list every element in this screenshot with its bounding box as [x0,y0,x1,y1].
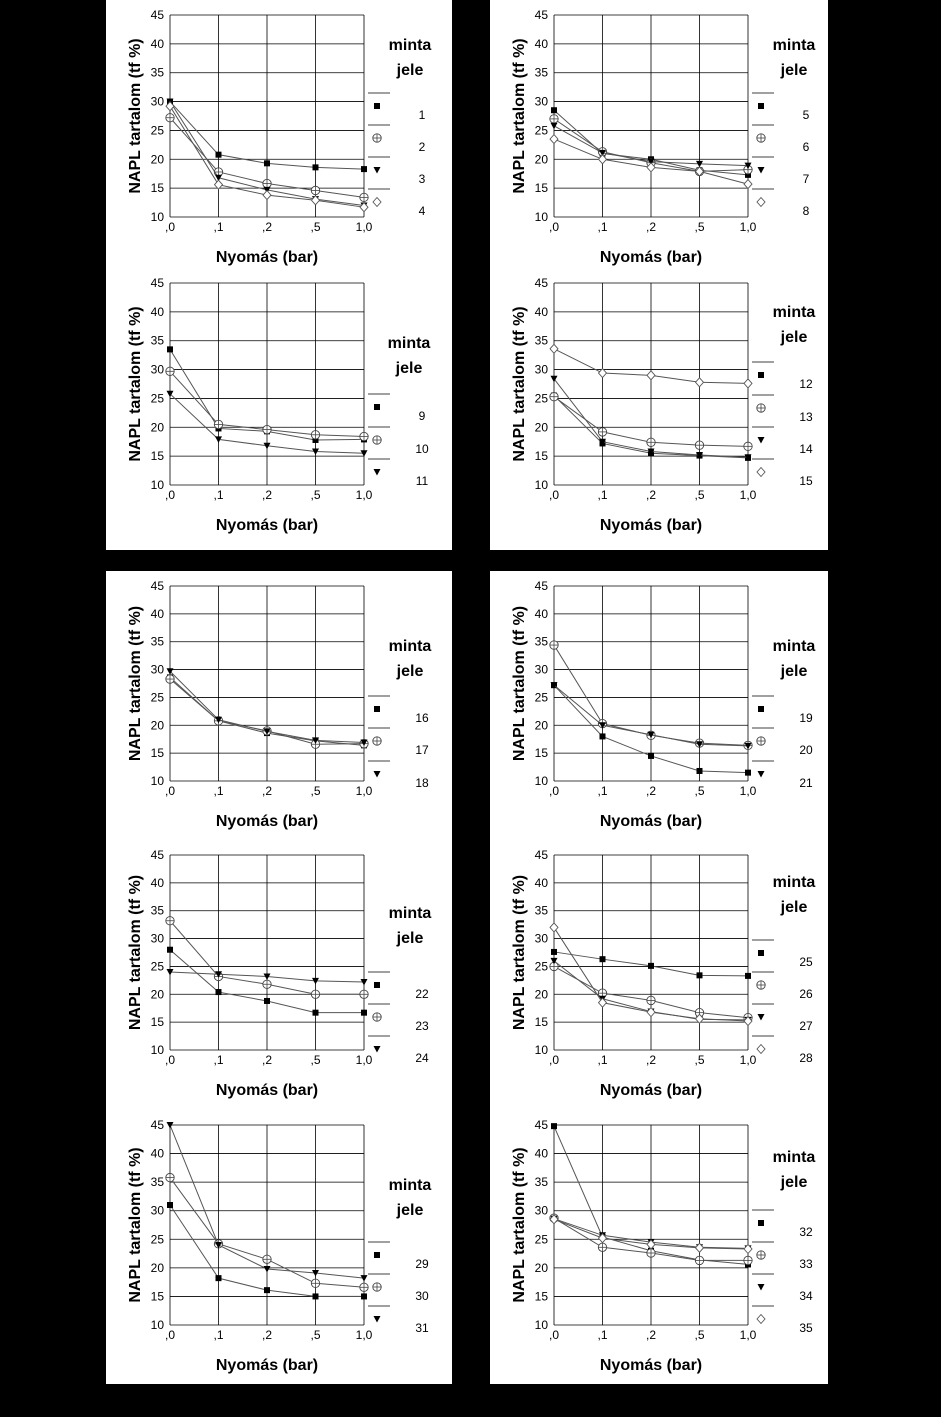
legend-marker [757,1251,765,1259]
y-tick-label: 35 [534,1175,548,1190]
x-tick-label: 1,0 [355,220,373,234]
y-tick-label: 10 [150,1043,164,1057]
legend-label: 2 [418,140,426,154]
y-tick-label: 15 [534,1015,548,1030]
legend-label: 27 [799,1019,813,1033]
data-point [166,1173,174,1181]
y-tick-label: 25 [150,959,164,974]
x-tick-label: ,1 [213,488,224,502]
legend-label: 13 [799,410,813,424]
y-tick-label: 45 [534,579,548,593]
y-tick-label: 30 [150,931,164,946]
x-tick-label: ,2 [645,1328,657,1342]
x-tick-label: ,1 [213,784,224,798]
y-tick-label: 40 [150,36,164,51]
y-tick-label: 40 [534,36,548,51]
y-tick-label: 15 [534,1289,548,1304]
y-tick-label: 45 [150,579,164,593]
legend-marker [757,737,765,745]
legend-label: 22 [415,987,429,1001]
x-tick-label: ,5 [310,784,321,798]
y-tick-label: 20 [534,1260,548,1275]
y-tick-label: 30 [534,662,548,677]
legend-label: 16 [415,711,429,725]
x-tick-label: 1,0 [739,784,757,798]
legend-label: 24 [415,1051,429,1065]
legend-label: 18 [415,776,429,790]
y-tick-label: 10 [534,1043,548,1057]
data-point [263,980,271,988]
legend-label: 1 [418,108,426,122]
y-axis-label: NAPL tartalom (tf %) [127,1147,144,1303]
y-tick-label: 20 [150,420,164,435]
data-point [551,1123,557,1129]
y-tick-label: 30 [534,362,548,377]
legend-marker [757,404,765,412]
x-tick-label: ,5 [694,1053,705,1067]
legend-marker [758,706,764,712]
data-point [263,179,271,187]
legend-title-line1: minta [387,335,431,352]
chart-panel-6 [490,571,828,842]
y-tick-label: 15 [534,181,548,196]
data-point [167,346,173,352]
legend-title-line1: minta [772,304,816,321]
legend-title-line2: jele [780,663,808,680]
legend-marker [757,981,765,989]
x-tick-label: 1,0 [739,1328,757,1342]
y-tick-label: 15 [150,1289,164,1304]
y-tick-label: 20 [150,718,164,733]
legend-marker [757,134,765,142]
data-point [313,164,319,170]
legend-label: 4 [418,204,426,218]
y-tick-label: 45 [534,848,548,862]
y-tick-label: 45 [150,276,164,290]
data-point [313,1010,319,1016]
y-tick-label: 30 [534,94,548,109]
data-point [745,973,751,979]
x-tick-label: ,1 [213,1328,224,1342]
x-tick-label: ,2 [645,784,657,798]
x-axis-label: Nyomás (bar) [599,517,703,534]
data-point [216,1275,222,1281]
legend-title-line2: jele [780,329,808,346]
legend-title-line2: jele [396,62,424,79]
x-axis-label: Nyomás (bar) [215,1082,319,1099]
y-tick-label: 25 [534,690,548,705]
x-tick-label: ,0 [548,1328,560,1342]
chart-panel-8 [490,842,828,1113]
data-point [311,1279,319,1287]
x-tick-label: ,0 [164,1053,176,1067]
legend-label: 19 [799,711,813,725]
y-tick-label: 15 [534,449,548,464]
legend-label: 6 [802,140,810,154]
legend-marker [374,982,380,988]
data-point [360,193,368,201]
y-tick-label: 40 [150,304,164,319]
data-point [598,1243,606,1251]
y-tick-label: 25 [150,123,164,138]
y-tick-label: 35 [150,634,164,649]
legend-marker [758,103,764,109]
y-tick-label: 45 [534,276,548,290]
legend-title-line1: minta [772,1149,816,1166]
x-tick-label: ,0 [548,220,560,234]
legend-label: 20 [799,743,813,757]
legend-title-line2: jele [780,62,808,79]
data-point [695,441,703,449]
y-tick-label: 15 [150,746,164,761]
legend-marker [374,103,380,109]
legend-label: 10 [415,442,429,456]
x-tick-label: ,5 [694,488,705,502]
x-axis-label: Nyomás (bar) [599,1082,703,1099]
x-tick-label: ,5 [310,1053,321,1067]
y-tick-label: 35 [150,65,164,80]
y-tick-label: 20 [534,718,548,733]
x-tick-label: 1,0 [355,784,373,798]
data-point [697,972,703,978]
x-tick-label: ,2 [645,220,657,234]
legend-label: 17 [415,743,429,757]
x-axis-label: Nyomás (bar) [215,813,319,830]
y-axis-label: NAPL tartalom (tf %) [127,306,144,462]
x-tick-label: ,0 [548,784,560,798]
y-tick-label: 45 [150,8,164,22]
x-tick-label: ,1 [213,220,224,234]
x-axis-label: Nyomás (bar) [599,249,703,266]
legend-label: 8 [802,204,810,218]
y-tick-label: 20 [534,152,548,167]
y-tick-label: 40 [534,875,548,890]
y-tick-label: 35 [534,333,548,348]
y-tick-label: 30 [534,931,548,946]
legend-label: 28 [799,1051,813,1065]
y-tick-label: 40 [150,606,164,621]
data-point [264,160,270,166]
data-point [744,442,752,450]
data-point [166,917,174,925]
data-point [551,107,557,113]
y-tick-label: 30 [150,1203,164,1218]
y-tick-label: 20 [150,1260,164,1275]
y-tick-label: 35 [534,903,548,918]
y-tick-label: 40 [150,1146,164,1161]
x-tick-label: 1,0 [355,488,373,502]
x-axis-label: Nyomás (bar) [599,813,703,830]
y-tick-label: 10 [534,774,548,788]
data-point [264,1287,270,1293]
y-tick-label: 35 [534,634,548,649]
y-tick-label: 10 [534,478,548,492]
y-tick-label: 10 [150,774,164,788]
chart-panel-2 [490,0,828,271]
data-point [166,367,174,375]
y-tick-label: 40 [534,1146,548,1161]
data-point [647,996,655,1004]
y-tick-label: 25 [150,1232,164,1247]
chart-panel-7 [106,842,452,1113]
y-tick-label: 40 [150,875,164,890]
data-point [550,392,558,400]
y-axis-label: NAPL tartalom (tf %) [511,1147,528,1303]
y-tick-label: 45 [150,1118,164,1132]
legend-label: 7 [802,172,810,186]
legend-title-line1: minta [772,638,816,655]
data-point [695,1256,703,1264]
legend-label: 26 [799,987,813,1001]
x-axis-label: Nyomás (bar) [215,1357,319,1374]
x-tick-label: ,0 [548,1053,560,1067]
y-tick-label: 35 [150,903,164,918]
chart-panel-4 [490,271,828,550]
x-tick-label: ,2 [261,220,273,234]
data-point [166,114,174,122]
data-point [311,990,319,998]
x-tick-label: ,5 [694,784,705,798]
legend-title-line1: minta [388,37,432,54]
data-point [361,166,367,172]
y-tick-label: 20 [534,987,548,1002]
legend-marker [374,706,380,712]
data-point [648,753,654,759]
data-point [360,990,368,998]
legend-marker [373,134,381,142]
data-point [744,1256,752,1264]
x-axis-label: Nyomás (bar) [599,1357,703,1374]
y-axis-label: NAPL tartalom (tf %) [511,874,528,1031]
data-point [648,963,654,969]
y-tick-label: 45 [534,8,548,22]
chart-panel-10 [490,1113,828,1384]
data-point [550,641,558,649]
x-tick-label: ,2 [261,1328,273,1342]
legend-marker [374,404,380,410]
y-axis-label: NAPL tartalom (tf %) [127,38,144,194]
x-tick-label: ,0 [548,488,560,502]
legend-label: 12 [799,377,813,391]
y-tick-label: 40 [534,606,548,621]
data-point [647,1249,655,1257]
chart-panel-5 [106,571,452,842]
legend-label: 5 [802,108,810,122]
y-tick-label: 10 [150,478,164,492]
legend-title-line1: minta [388,638,432,655]
x-tick-label: ,2 [261,1053,273,1067]
x-tick-label: 1,0 [739,488,757,502]
data-point [600,956,606,962]
x-tick-label: ,5 [310,488,321,502]
legend-label: 21 [799,776,813,790]
legend-label: 15 [799,474,813,488]
data-point [216,152,222,158]
x-tick-label: ,1 [213,1053,224,1067]
x-tick-label: ,1 [597,488,608,502]
y-axis-label: NAPL tartalom (tf %) [511,306,528,462]
y-tick-label: 15 [150,449,164,464]
chart-panel-1 [106,0,452,271]
x-tick-label: ,2 [261,488,273,502]
legend-marker [758,1220,764,1226]
x-tick-label: ,5 [310,1328,321,1342]
y-tick-label: 10 [150,1318,164,1332]
x-tick-label: 1,0 [355,1053,373,1067]
y-tick-label: 15 [150,1015,164,1030]
data-point [600,733,606,739]
y-tick-label: 10 [150,210,164,224]
data-point [647,438,655,446]
legend-title-line2: jele [396,930,424,947]
legend-title-line1: minta [388,1177,432,1194]
data-point [263,425,271,433]
legend-marker [373,737,381,745]
y-tick-label: 25 [534,391,548,406]
legend-label: 25 [799,955,813,969]
chart-panel-9 [106,1113,452,1384]
y-tick-label: 15 [534,746,548,761]
x-tick-label: ,2 [645,488,657,502]
x-tick-label: ,0 [164,784,176,798]
y-tick-label: 10 [534,1318,548,1332]
legend-label: 32 [799,1225,813,1239]
y-tick-label: 30 [534,1203,548,1218]
x-tick-label: ,0 [164,488,176,502]
legend-marker [373,1283,381,1291]
data-point [360,432,368,440]
x-tick-label: 1,0 [739,220,757,234]
data-point [361,1293,367,1299]
x-tick-label: ,5 [694,1328,705,1342]
y-axis-label: NAPL tartalom (tf %) [511,605,528,762]
y-tick-label: 35 [150,1175,164,1190]
legend-title-line2: jele [395,360,423,377]
legend-label: 35 [799,1321,813,1335]
y-tick-label: 30 [150,94,164,109]
data-point [167,1202,173,1208]
data-point [216,989,222,995]
x-tick-label: ,1 [597,1053,608,1067]
x-tick-label: ,1 [597,220,608,234]
x-tick-label: ,5 [310,220,321,234]
legend-title-line2: jele [780,1174,808,1191]
y-tick-label: 30 [150,662,164,677]
data-point [166,675,174,683]
data-point [167,947,173,953]
x-axis-label: Nyomás (bar) [215,517,319,534]
legend-title-line1: minta [388,905,432,922]
data-point [263,1255,271,1263]
y-tick-label: 20 [150,152,164,167]
y-tick-label: 15 [150,181,164,196]
legend-marker [374,1252,380,1258]
data-point [360,1283,368,1291]
data-point [214,420,222,428]
data-point [551,949,557,955]
x-axis-label: Nyomás (bar) [215,249,319,266]
y-tick-label: 45 [150,848,164,862]
legend-label: 34 [799,1289,813,1303]
data-point [745,770,751,776]
legend-title-line1: minta [772,874,816,891]
data-point [313,1293,319,1299]
legend-label: 9 [418,409,426,423]
x-tick-label: ,0 [164,1328,176,1342]
y-tick-label: 25 [534,1232,548,1247]
legend-label: 30 [415,1289,429,1303]
legend-marker [758,950,764,956]
x-tick-label: ,2 [645,1053,657,1067]
y-tick-label: 40 [534,304,548,319]
legend-label: 33 [799,1257,813,1271]
data-point [697,768,703,774]
legend-marker [758,372,764,378]
data-point [311,431,319,439]
legend-label: 29 [415,1257,429,1271]
x-tick-label: ,1 [597,1328,608,1342]
x-tick-label: 1,0 [355,1328,373,1342]
y-tick-label: 35 [150,333,164,348]
data-point [311,186,319,194]
chart-panel-3 [106,271,452,550]
y-tick-label: 25 [150,690,164,705]
legend-title-line2: jele [396,663,424,680]
y-axis-label: NAPL tartalom (tf %) [127,605,144,762]
y-tick-label: 35 [534,65,548,80]
x-tick-label: ,2 [261,784,273,798]
data-point [598,428,606,436]
x-tick-label: 1,0 [739,1053,757,1067]
legend-marker [373,436,381,444]
x-tick-label: ,1 [597,784,608,798]
y-tick-label: 20 [534,420,548,435]
y-tick-label: 25 [150,391,164,406]
y-axis-label: NAPL tartalom (tf %) [511,38,528,194]
legend-title-line2: jele [396,1202,424,1219]
y-tick-label: 20 [150,987,164,1002]
y-tick-label: 30 [150,362,164,377]
legend-label: 14 [799,442,813,456]
y-tick-label: 45 [534,1118,548,1132]
y-tick-label: 25 [534,123,548,138]
data-point [361,1010,367,1016]
data-point [264,998,270,1004]
y-axis-label: NAPL tartalom (tf %) [127,874,144,1031]
x-tick-label: ,0 [164,220,176,234]
legend-title-line2: jele [780,899,808,916]
y-tick-label: 10 [534,210,548,224]
legend-title-line1: minta [772,37,816,54]
legend-label: 11 [415,474,429,488]
legend-marker [373,1013,381,1021]
x-tick-label: ,5 [694,220,705,234]
legend-label: 23 [415,1019,429,1033]
data-point [550,115,558,123]
y-tick-label: 25 [534,959,548,974]
legend-label: 31 [415,1321,429,1335]
legend-label: 3 [418,172,426,186]
